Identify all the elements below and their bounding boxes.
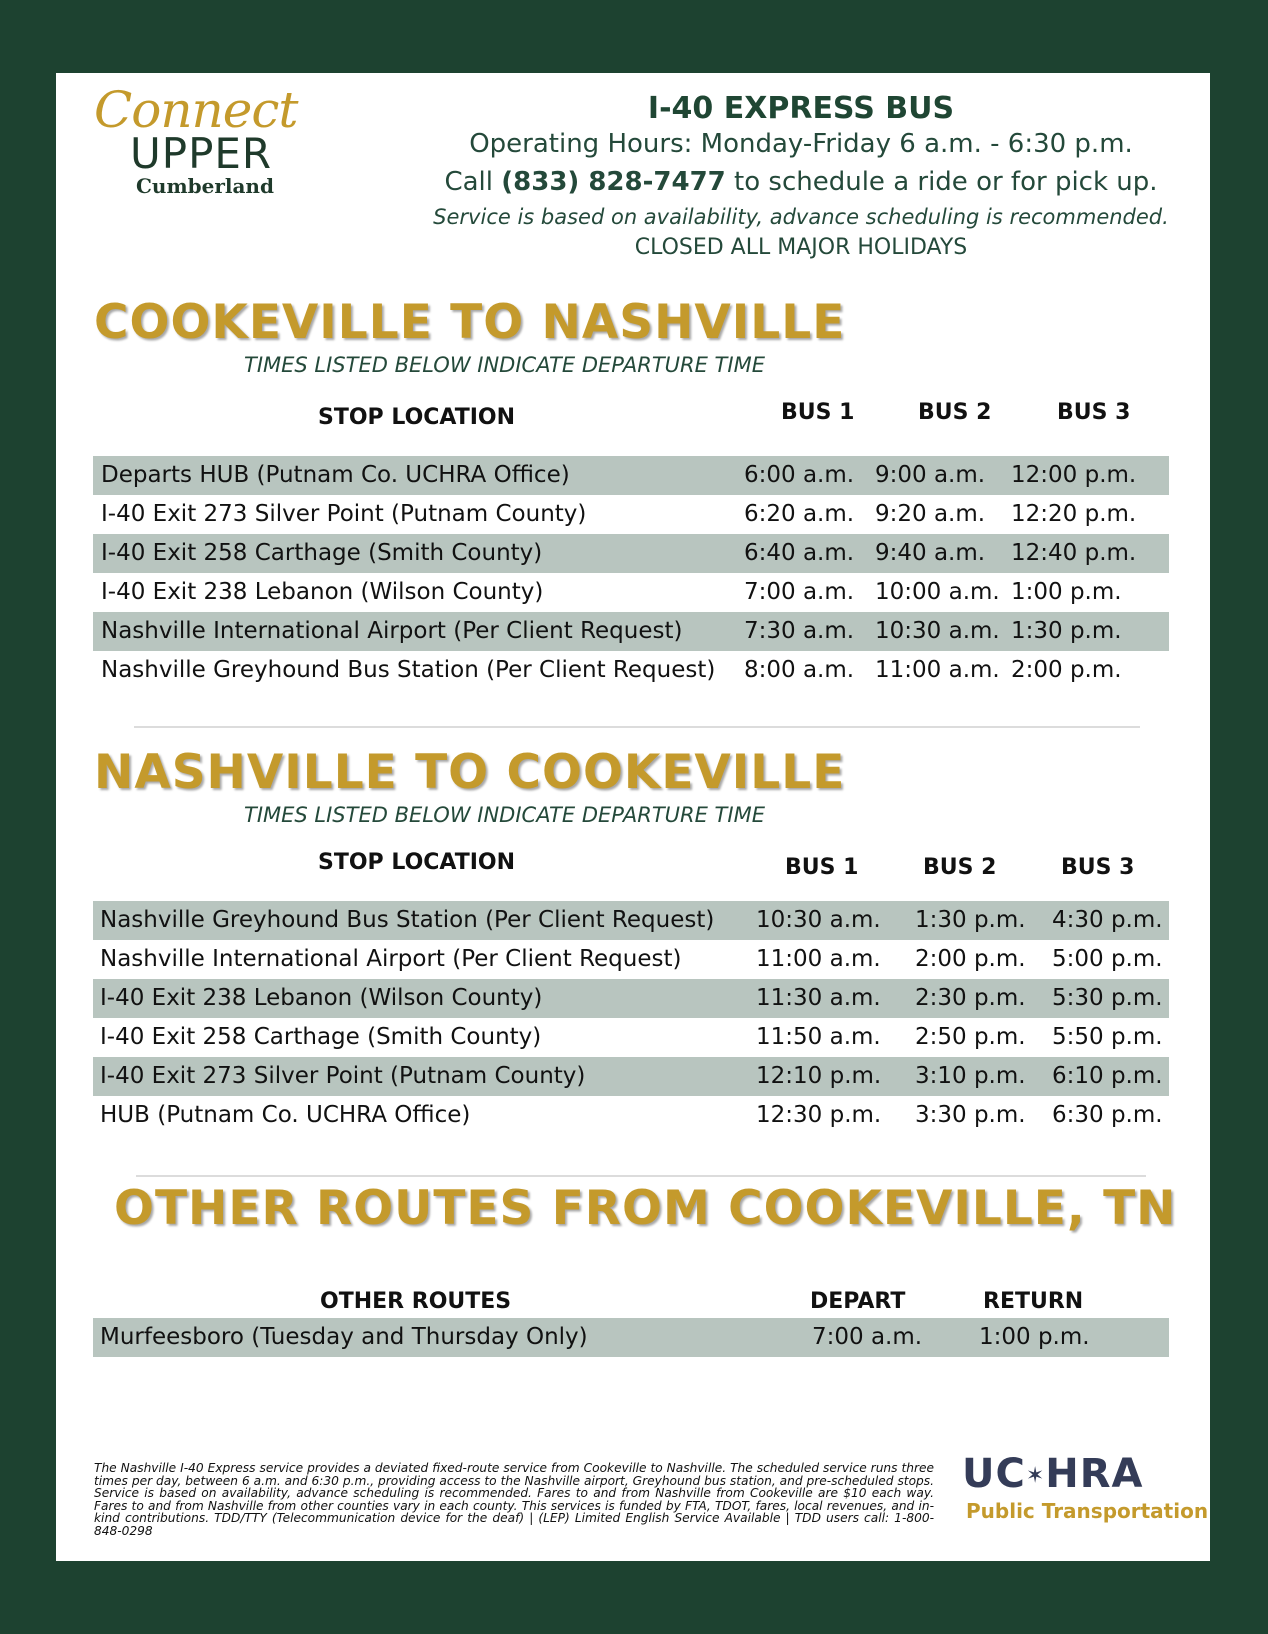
bus2-time: 10:00 a.m. — [875, 579, 1000, 605]
bus3-time: 5:30 p.m. — [1052, 985, 1163, 1011]
bus1-time: 7:30 a.m. — [744, 618, 855, 644]
call-suffix: to schedule a ride or for pick up. — [734, 167, 1158, 197]
bus3-time: 12:40 p.m. — [1011, 540, 1137, 566]
c2n-header-bus1: BUS 1 — [781, 400, 855, 425]
bus2-time: 2:00 p.m. — [915, 946, 1026, 972]
bus1-time: 7:00 a.m. — [744, 579, 855, 605]
bus2-time: 9:20 a.m. — [875, 501, 986, 527]
bus2-time: 3:30 p.m. — [915, 1102, 1026, 1128]
fine-print: The Nashville I-40 Express service provides a deviated fixed-route service from Cookeville to Nashville. The scheduled service runs three times per day, between 6 a.m. and 6:30 p.m., providing access to the Nashville airport, Greyhound bus station, and pre-scheduled stops. Service is based on availability, advance scheduling is recommended. Fares to and from Nashville from Cookeville are $10 each way. Fares to and from Nashville from other counties vary in each county. This services is funded by FTA, TDOT, fares, local revenues, and in-kind contributions. TDD/TTY (Telecommunication device for the deaf) | (LEP) Limited English Service Available | TDD users call: 1-800-848-0298 — [94, 1461, 934, 1538]
return-time: 1:00 p.m. — [979, 1324, 1090, 1350]
section-divider — [136, 1175, 1146, 1177]
section-title-c2n: COOKEVILLE TO NASHVILLE — [94, 295, 846, 350]
bus1-time: 6:20 a.m. — [744, 501, 855, 527]
stop-name: I-40 Exit 238 Lebanon (Wilson County) — [100, 985, 543, 1011]
section-title-n2c: NASHVILLE TO COOKEVILLE — [94, 745, 846, 800]
bus3-time: 6:30 p.m. — [1052, 1102, 1163, 1128]
schedule-page — [56, 73, 1210, 1561]
n2c-header-bus1: BUS 1 — [785, 855, 859, 880]
section-divider — [134, 726, 1140, 728]
depart-time: 7:00 a.m. — [812, 1324, 923, 1350]
table-row — [93, 573, 1169, 612]
bus3-time: 6:10 p.m. — [1052, 1063, 1163, 1089]
table-row — [93, 495, 1169, 534]
table-row — [93, 651, 1169, 690]
bus1-time: 10:30 a.m. — [756, 907, 881, 933]
bus1-time: 11:50 a.m. — [756, 1024, 881, 1050]
logo-upper-text: UPPER — [130, 129, 273, 178]
stop-name: Nashville Greyhound Bus Station (Per Client Request) — [101, 657, 716, 683]
bus1-time: 6:40 a.m. — [744, 540, 855, 566]
phone-number[interactable]: (833) 828-7477 — [501, 167, 726, 197]
c2n-header-bus2: BUS 2 — [918, 400, 992, 425]
section-subtitle-n2c: TIMES LISTED BELOW INDICATE DEPARTURE TIME — [244, 803, 765, 827]
availability-note: Service is based on availability, advance scheduling is recommended. — [433, 205, 1169, 229]
stop-name: I-40 Exit 258 Carthage (Smith County) — [101, 540, 543, 566]
table-row — [93, 456, 1169, 495]
page-title: I-40 EXPRESS BUS — [647, 91, 955, 126]
uchra-subtitle: Public Transportation — [966, 1499, 1209, 1523]
section-title-other: OTHER ROUTES FROM COOKEVILLE, TN — [114, 1181, 1177, 1236]
table-row — [93, 1096, 1169, 1135]
c2n-header-stop: STOP LOCATION — [318, 405, 516, 430]
table-row — [93, 1318, 1169, 1357]
section-subtitle-c2n: TIMES LISTED BELOW INDICATE DEPARTURE TIME — [244, 353, 765, 377]
bus3-time: 1:30 p.m. — [1011, 618, 1122, 644]
uchra-logo-left: UC — [962, 1451, 1026, 1497]
call-prefix: Call — [444, 167, 493, 197]
bus2-time: 11:00 a.m. — [875, 657, 1000, 683]
bus1-time: 12:30 p.m. — [756, 1102, 882, 1128]
bus2-time: 3:10 p.m. — [915, 1063, 1026, 1089]
table-row — [93, 979, 1169, 1018]
bus3-time: 4:30 p.m. — [1052, 907, 1163, 933]
bus1-time: 12:10 p.m. — [756, 1063, 882, 1089]
holiday-notice: CLOSED ALL MAJOR HOLIDAYS — [634, 235, 968, 260]
table-row — [93, 1057, 1169, 1096]
bus3-time: 12:00 p.m. — [1011, 462, 1137, 488]
bus1-time: 8:00 a.m. — [744, 657, 855, 683]
c2n-header-bus3: BUS 3 — [1057, 400, 1131, 425]
other-header-return: RETURN — [983, 1289, 1084, 1314]
other-header-route: OTHER ROUTES — [320, 1289, 512, 1314]
stop-name: Nashville International Airport (Per Client Request) — [101, 618, 683, 644]
bus1-time: 11:00 a.m. — [756, 946, 881, 972]
n2c-header-bus3: BUS 3 — [1061, 855, 1135, 880]
n2c-header-bus2: BUS 2 — [923, 855, 997, 880]
bus3-time: 5:50 p.m. — [1052, 1024, 1163, 1050]
bus2-time: 1:30 p.m. — [915, 907, 1026, 933]
logo-connect-text: Connect — [94, 81, 298, 139]
bus2-time: 9:40 a.m. — [875, 540, 986, 566]
bus3-time: 1:00 p.m. — [1011, 579, 1122, 605]
stop-name: Nashville International Airport (Per Client Request) — [100, 946, 682, 972]
operating-hours: Operating Hours: Monday-Friday 6 a.m. - 6:30 p.m. — [469, 129, 1133, 159]
bus3-time: 2:00 p.m. — [1011, 657, 1122, 683]
other-header-depart: DEPART — [810, 1289, 906, 1314]
bus1-time: 6:00 a.m. — [744, 462, 855, 488]
stop-name: Departs HUB (Putnam Co. UCHRA Office) — [101, 462, 570, 488]
stop-name: HUB (Putnam Co. UCHRA Office) — [100, 1102, 471, 1128]
stop-name: I-40 Exit 273 Silver Point (Putnam County) — [100, 1063, 586, 1089]
star-icon: ✶ — [1025, 1463, 1046, 1489]
n2c-header-stop: STOP LOCATION — [318, 850, 516, 875]
stop-name: Nashville Greyhound Bus Station (Per Client Request) — [100, 907, 715, 933]
uchra-logo-right: HRA — [1045, 1451, 1144, 1497]
bus2-time: 10:30 a.m. — [875, 618, 1000, 644]
call-line — [356, 167, 1246, 197]
stop-name: I-40 Exit 273 Silver Point (Putnam County) — [101, 501, 587, 527]
bus2-time: 2:50 p.m. — [915, 1024, 1026, 1050]
table-row — [93, 612, 1169, 651]
uchra-logo — [962, 1451, 1144, 1497]
table-row — [93, 901, 1169, 940]
bus2-time: 2:30 p.m. — [915, 985, 1026, 1011]
bus3-time: 5:00 p.m. — [1052, 946, 1163, 972]
route-name: Murfeesboro (Tuesday and Thursday Only) — [100, 1324, 588, 1350]
logo-cumberland-text: Cumberland — [136, 174, 274, 198]
stop-name: I-40 Exit 258 Carthage (Smith County) — [100, 1024, 542, 1050]
stop-name: I-40 Exit 238 Lebanon (Wilson County) — [101, 579, 544, 605]
bus2-time: 9:00 a.m. — [875, 462, 986, 488]
bus3-time: 12:20 p.m. — [1011, 501, 1137, 527]
table-row — [93, 534, 1169, 573]
table-row — [93, 940, 1169, 979]
bus1-time: 11:30 a.m. — [756, 985, 881, 1011]
table-row — [93, 1018, 1169, 1057]
